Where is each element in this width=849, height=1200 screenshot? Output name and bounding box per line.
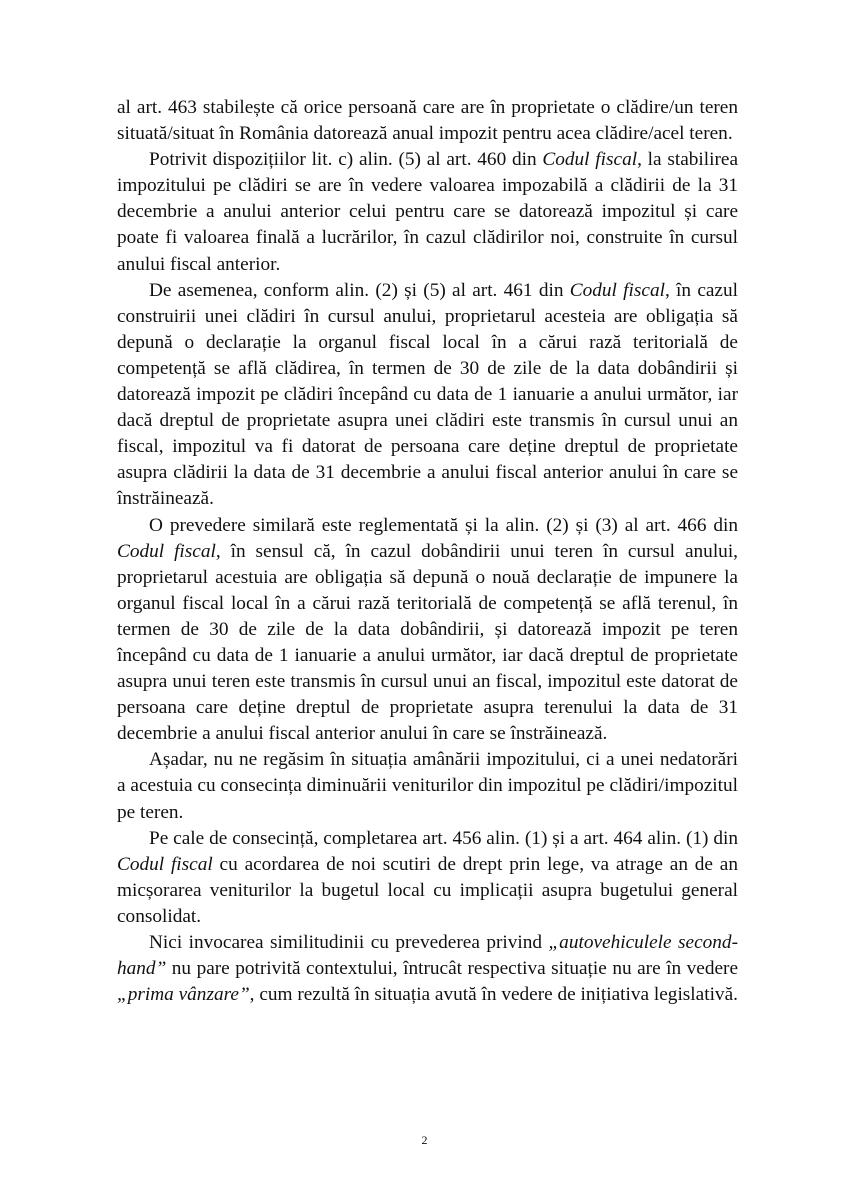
italic-text: „prima vânzare”	[117, 984, 250, 1006]
italic-text: Codul fiscal	[542, 149, 638, 171]
text-segment: al art. 463 stabilește că orice persoană care are în proprietate o clădire/un teren situată/situat în România datorează anual impozit pentru acea clădire/acel teren.	[117, 97, 738, 145]
italic-text: Codul fiscal	[117, 540, 216, 562]
italic-text: „autovehiculele second-hand”	[117, 932, 738, 980]
paragraph-4	[117, 513, 738, 748]
paragraph-1	[117, 95, 738, 147]
text-segment: , în cazul construirii unei clădiri în cursul anului, proprietarul acesteia are obligația să depună o declarație la organul fiscal local în a cărui rază teritorială de competență se află clădirea, în termen de 30 de zile de la data dobândirii și datorează impozit pe clădiri începând cu data de 1 ianuarie a anului următor, iar dacă dreptul de proprietate asupra unei clădiri este transmis în cursul unui an fiscal, impozitul va fi datorat de persoana care deține dreptul de proprietate asupra clădirii la data de 31 decembrie a anului fiscal anterior anului în care se înstrăinează.	[117, 279, 738, 510]
paragraph-6	[117, 826, 738, 930]
text-segment: Așadar, nu ne regăsim în situația amânării impozitului, ci a unei nedatorări a acestuia cu consecința diminuării veniturilor din impozitul pe clădiri/impozitul pe teren.	[117, 749, 738, 823]
page-number: 2	[421, 1133, 428, 1147]
text-segment: , în sensul că, în cazul dobândirii unui teren în cursul anului, proprietarul acestuia are obligația să depună o nouă declarație de impunere la organul fiscal local în a cărui rază teritorială de competență se află terenul, în termen de 30 de zile de la data dobândirii, și datorează impozit pe teren începând cu data de 1 ianuarie a anului următor, iar dacă dreptul de proprietate asupra unui teren este transmis în cursul unui an fiscal, impozitul este datorat de persoana care deține dreptul de proprietate asupra terenului la data de 31 decembrie a anului fiscal anterior anului în care se înstrăinează.	[117, 540, 738, 745]
document-body	[117, 95, 738, 1008]
text-segment: De asemenea, conform alin. (2) și (5) al art. 461 din	[149, 279, 570, 301]
paragraph-2	[117, 147, 738, 277]
paragraph-7	[117, 930, 738, 1008]
text-segment: Potrivit dispozițiilor lit. c) alin. (5) al art. 460 din	[149, 149, 543, 171]
text-segment: O prevedere similară este reglementată și la alin. (2) și (3) al art. 466 din	[149, 514, 738, 536]
text-segment: cu acordarea de noi scutiri de drept prin lege, va atrage an de an micșorarea veniturilor la bugetul local cu implicații asupra bugetului general consolidat.	[117, 853, 738, 927]
italic-text: Codul fiscal	[569, 279, 665, 301]
text-segment: , cum rezultă în situația avută în vedere de inițiativa legislativă.	[249, 984, 738, 1006]
italic-text: Codul fiscal	[117, 853, 213, 875]
paragraph-3	[117, 278, 738, 513]
text-segment: Pe cale de consecință, completarea art. 456 alin. (1) și a art. 464 alin. (1) din	[149, 827, 738, 849]
paragraph-5	[117, 747, 738, 825]
text-segment: , la stabilirea impozitului pe clădiri se are în vedere valoarea impozabilă a clădirii de la 31 decembrie a anului anterior celui pentru care se datorează impozitul și care poate fi valoarea finală a lucrărilor, în cazul clădirilor noi, construite în cursul anului fiscal anterior.	[117, 149, 739, 275]
text-segment: Nici invocarea similitudinii cu prevederea privind	[149, 932, 549, 953]
text-segment: nu pare potrivită contextului, întrucât respectiva situație nu are în vedere	[166, 958, 738, 980]
